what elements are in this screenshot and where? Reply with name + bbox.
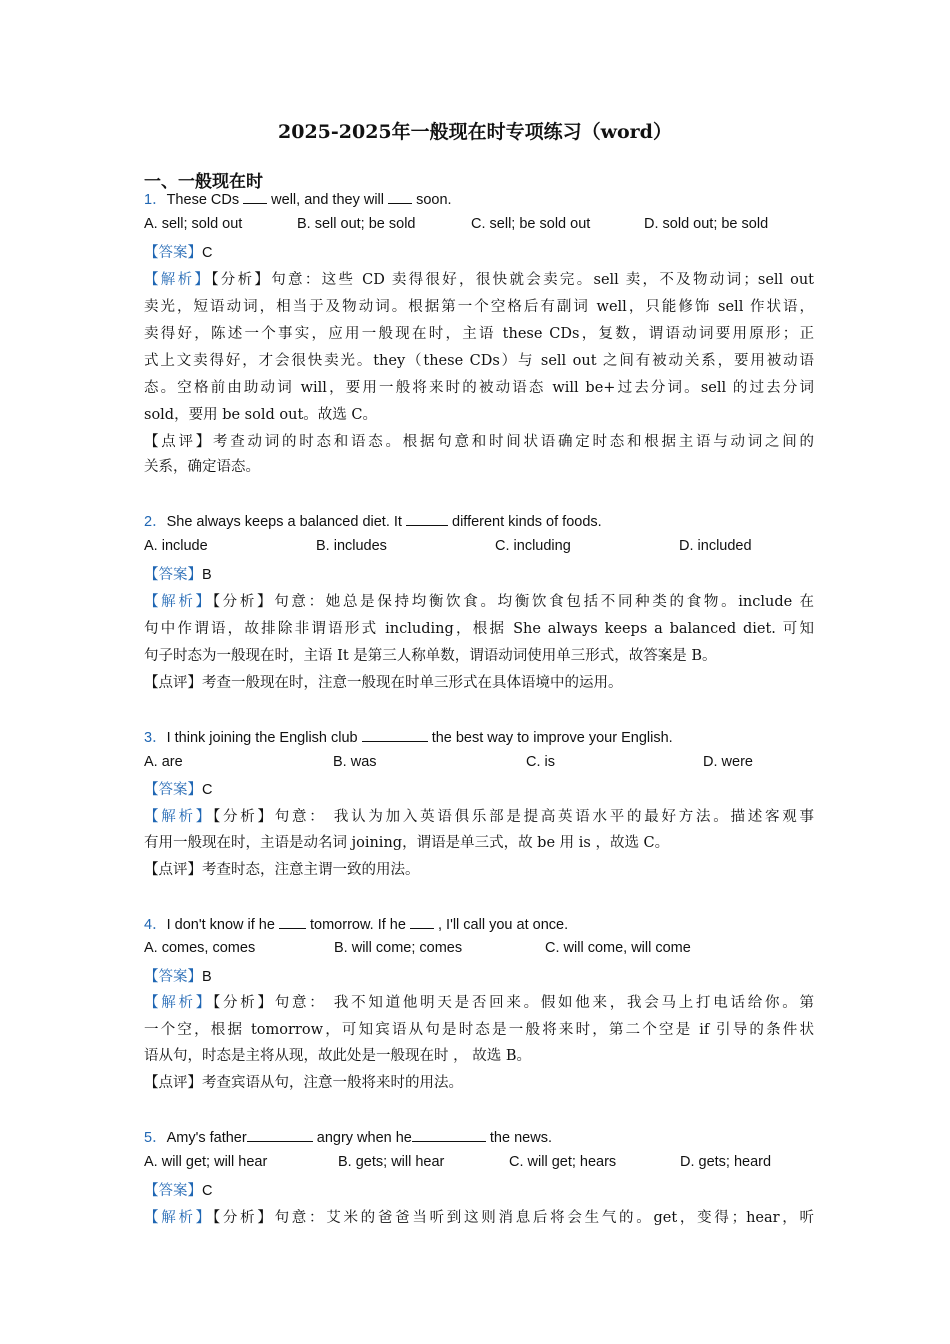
answer-value: C — [202, 782, 213, 798]
option-c: C. is — [526, 754, 555, 770]
question-3-stem: 3．I think joining the English club the best way to improve your English. — [144, 727, 814, 748]
question-4-stem: 4．I don't know if he tomorrow. If he , I'll call you at once. — [144, 914, 814, 935]
answer-value: B — [202, 567, 212, 583]
answer-line — [144, 243, 814, 263]
blank — [243, 189, 267, 204]
question-number: 4． — [144, 917, 167, 933]
question-number: 2． — [144, 514, 167, 530]
comment-tag: 【点评】 — [144, 675, 202, 691]
option-b: B. includes — [316, 538, 387, 554]
blank — [388, 189, 412, 204]
analysis-line: 【解析】【分析】句意： 我不知道他明天是否回来。假如他来，我会马上打电话给你。第 — [144, 995, 815, 1011]
option-b: B. will come; comes — [334, 940, 463, 956]
question-number: 1． — [144, 192, 167, 208]
blank — [247, 1127, 313, 1142]
comment-tag: 【点评】 — [144, 1075, 202, 1091]
answer-value: B — [202, 969, 212, 985]
comment-line: 关系，确定语态。 — [144, 459, 260, 475]
comment-line: 【点评】考查动词的时态和语态。根据句意和时间状语确定时态和根据主语与动词之间的 — [144, 434, 814, 450]
analysis-tag: 【解析】 — [144, 995, 213, 1011]
analysis-line: 【解析】【分析】句意：这些 CD 卖得很好，很快就会卖完。sell 卖，不及物动词；sell out — [144, 272, 814, 288]
option-a: A. will get; will hear — [144, 1154, 268, 1170]
section-heading: 一、一般现在时 — [144, 172, 263, 192]
option-a: A. include — [144, 538, 208, 554]
answer-line — [144, 565, 814, 585]
option-c: C. will come, will come — [545, 940, 691, 956]
option-d: D. gets; heard — [680, 1154, 772, 1170]
analysis-tag: 【解析】 — [144, 1210, 213, 1226]
option-b: B. gets; will hear — [338, 1154, 445, 1170]
analysis-line: 态。空格前由助动词 will，要用一般将来时的被动语态 will be+过去分词。sell 的过去分词 — [144, 380, 815, 396]
question-number: 3． — [144, 730, 167, 746]
answer-line — [144, 967, 814, 987]
answer-value: C — [202, 245, 213, 261]
blank — [362, 727, 428, 742]
blank — [412, 1127, 486, 1142]
comment-line: 【点评】考查宾语从句，注意一般将来时的用法。 — [144, 1075, 463, 1091]
comment-line: 【点评】考查时态，注意主谓一致的用法。 — [144, 862, 420, 878]
answer-tag: 【答案】 — [144, 567, 202, 583]
analysis-line: 【解析】【分析】句意：她总是保持均衡饮食。均衡饮食包括不同种类的食物。include 在 — [144, 594, 815, 610]
analysis-line: 【解析】【分析】句意：艾米的爸爸当听到这则消息后将会生气的。get，变得；hear，听 — [144, 1210, 815, 1226]
analysis-line: 卖光，短语动词，相当于及物动词。根据第一个空格后有副词 well，只能修饰 sell 作状语， — [144, 299, 814, 315]
analysis-line: 卖得好，陈述一个事实，应用一般现在时，主语 these CDs，复数，谓语动词要用原形；正 — [144, 326, 814, 342]
answer-tag: 【答案】 — [144, 782, 202, 798]
comment-tag: 【点评】 — [144, 434, 213, 450]
question-1-stem: 1．These CDs well, and they will soon. — [144, 189, 814, 210]
analysis-line: 【解析】【分析】句意： 我认为加入英语俱乐部是提高英语水平的最好方法。描述客观事 — [144, 809, 815, 825]
option-c: C. will get; hears — [509, 1154, 617, 1170]
option-d: D. were — [703, 754, 753, 770]
analysis-tag: 【解析】 — [144, 809, 213, 825]
blank — [406, 511, 448, 526]
option-c: C. including — [495, 538, 571, 554]
option-d: D. included — [679, 538, 752, 554]
option-b: B. sell out; be sold — [297, 216, 416, 232]
analysis-line: 语从句，时态是主将从现，故此处是一般现在时 ， 故选 B。 — [144, 1048, 531, 1064]
analysis-tag: 【解析】 — [144, 272, 212, 288]
option-a: A. comes, comes — [144, 940, 256, 956]
answer-value: C — [202, 1183, 213, 1199]
analysis-line: 句中作谓语，故排除非谓语形式 including，根据 She always keeps a balanced diet. 可知 — [144, 621, 814, 637]
option-a: A. are — [144, 754, 183, 770]
answer-tag: 【答案】 — [144, 245, 202, 261]
comment-tag: 【点评】 — [144, 862, 202, 878]
question-5-stem: 5．Amy's father angry when he the news. — [144, 1127, 814, 1148]
analysis-line: sold，要用 be sold out。故选 C。 — [144, 407, 377, 423]
option-c: C. sell; be sold out — [471, 216, 591, 232]
analysis-line: 句子时态为一般现在时，主语 It 是第三人称单数，谓语动词使用单三形式，故答案是 B。 — [144, 648, 717, 664]
answer-tag: 【答案】 — [144, 969, 202, 985]
option-d: D. sold out; be sold — [644, 216, 769, 232]
analysis-line: 一个空，根据 tomorrow，可知宾语从句是时态是一般将来时，第二个空是 if 引导的条件状 — [144, 1022, 814, 1038]
question-number: 5． — [144, 1130, 167, 1146]
answer-tag: 【答案】 — [144, 1183, 202, 1199]
question-2-stem: 2．She always keeps a balanced diet. It different kinds of foods. — [144, 511, 814, 532]
analysis-line: 式上文卖得好，才会很快卖光。they（these CDs）与 sell out 之间有被动关系，要用被动语 — [144, 353, 814, 369]
analysis-line: 有用一般现在时，主语是动名词 joining，谓语是单三式，故 be 用 is ，故选 C。 — [144, 835, 670, 851]
option-a: A. sell; sold out — [144, 216, 243, 232]
answer-line — [144, 1181, 814, 1201]
blank — [410, 914, 434, 929]
comment-line: 【点评】考查一般现在时，注意一般现在时单三形式在具体语境中的运用。 — [144, 675, 623, 691]
page-title: 2025-2025年一般现在时专项练习（word） — [278, 121, 672, 143]
blank — [279, 914, 306, 929]
answer-line — [144, 780, 814, 800]
option-b: B. was — [333, 754, 377, 770]
analysis-tag: 【解析】 — [144, 594, 213, 610]
